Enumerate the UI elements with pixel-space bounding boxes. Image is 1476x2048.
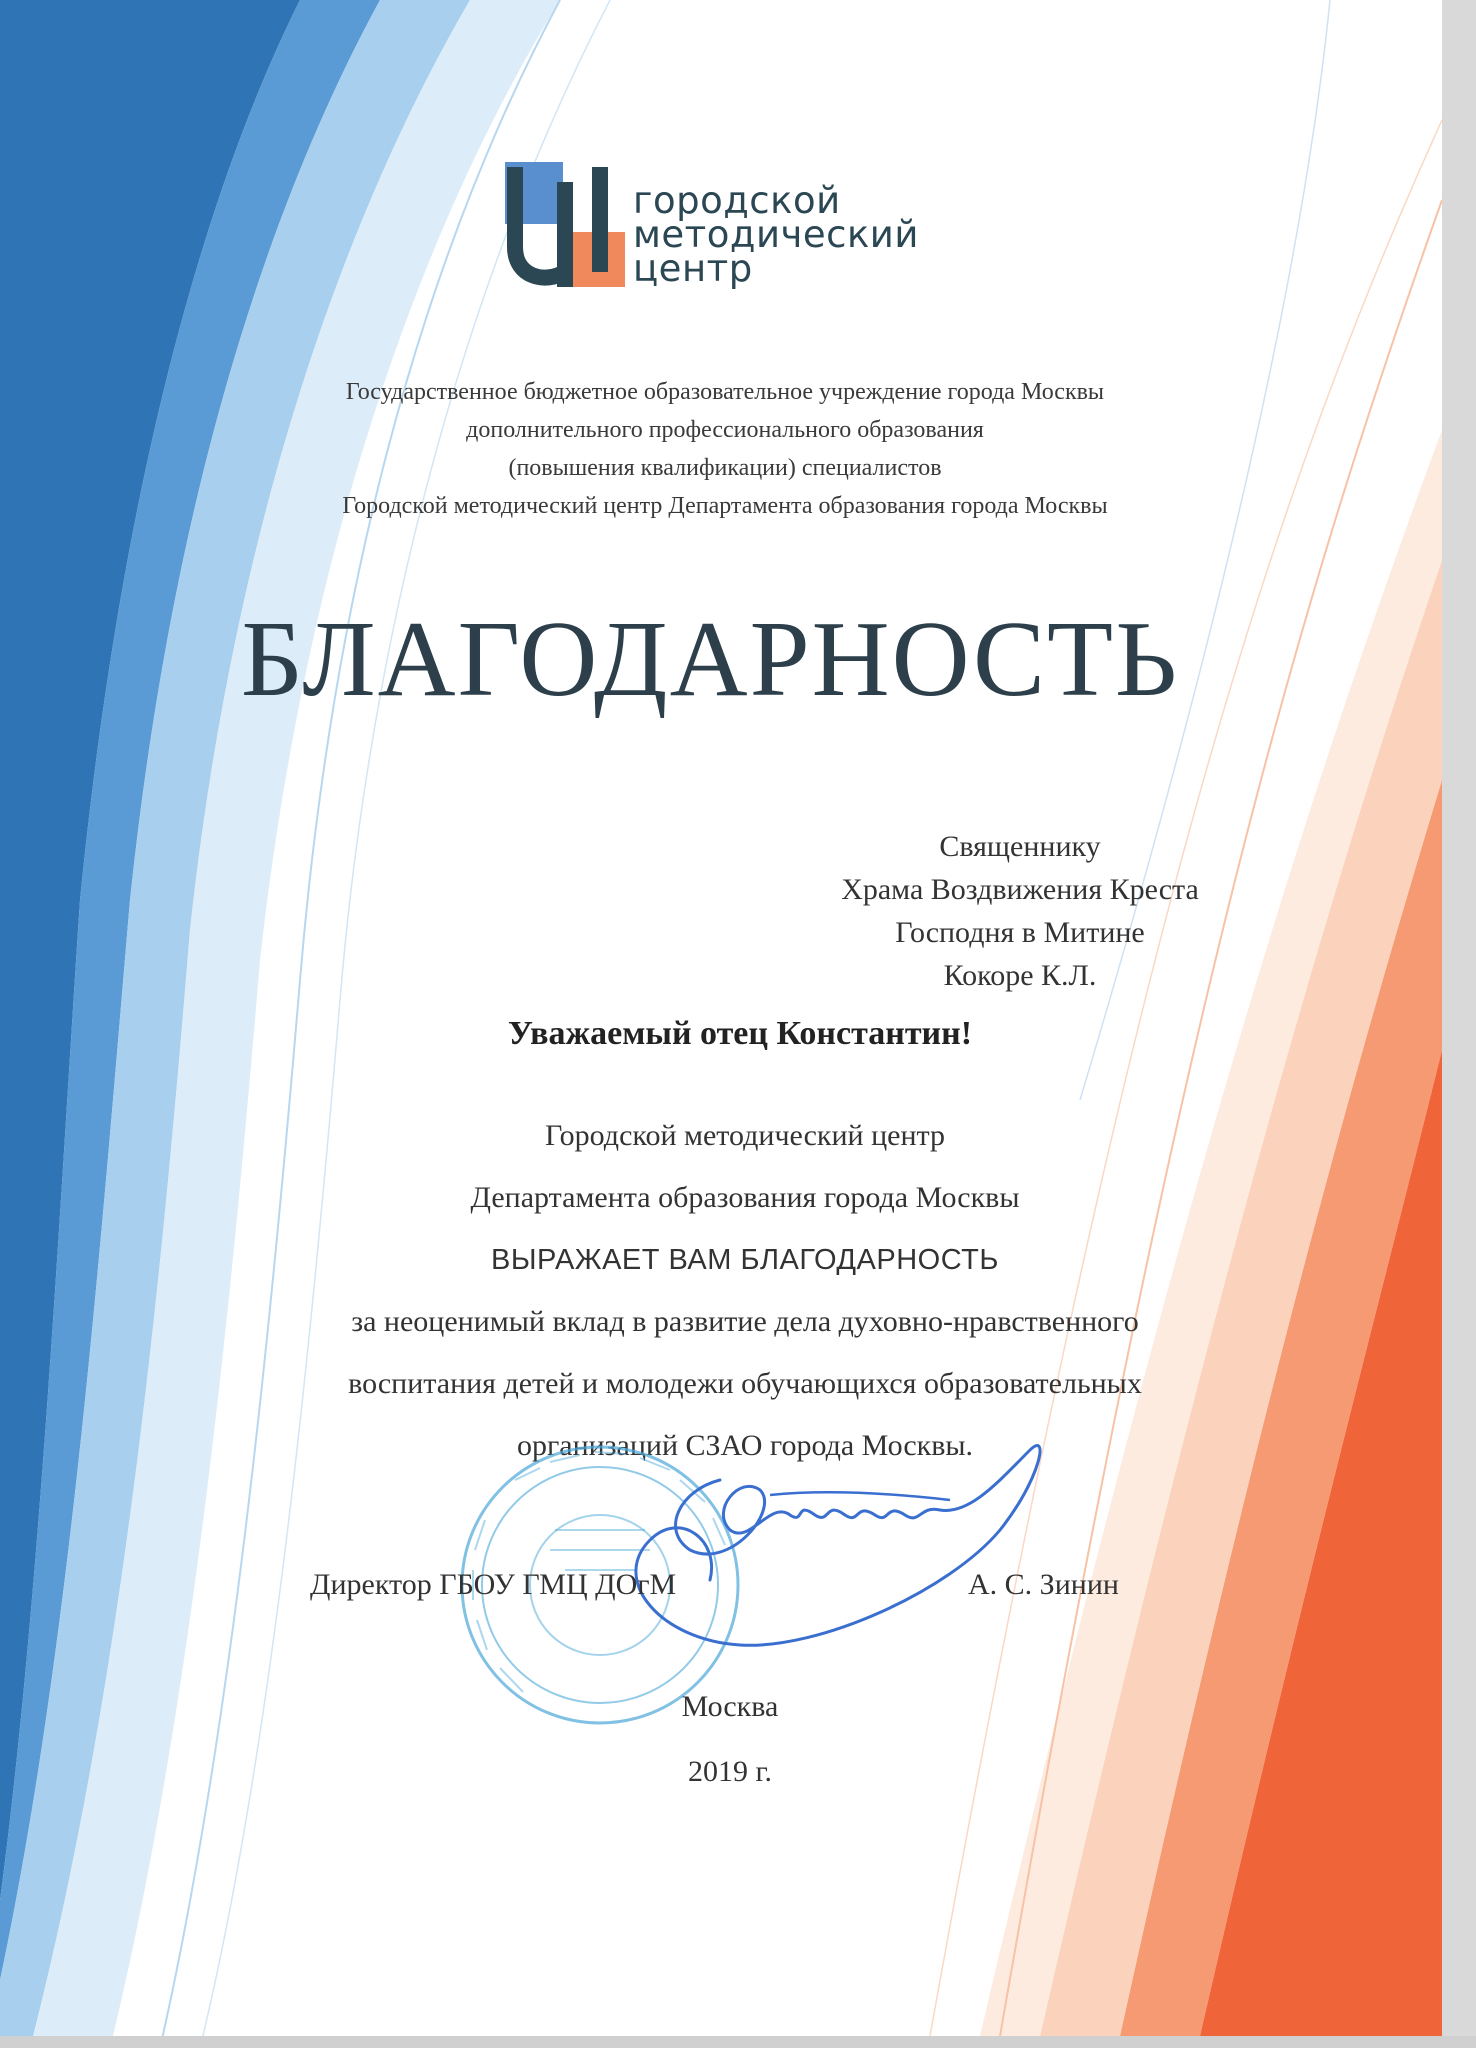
director-name: А. С. Зинин bbox=[968, 1568, 1119, 1601]
body-line-3: ВЫРАЖАЕТ ВАМ БЛАГОДАРНОСТЬ bbox=[491, 1244, 999, 1276]
gmc-logo bbox=[505, 162, 925, 292]
body-line-4: за неоценимый вклад в развитие дела духовно-нравственного bbox=[351, 1305, 1139, 1338]
logo-text bbox=[633, 179, 919, 290]
body-line-5: воспитания детей и молодежи обучающихся образовательных bbox=[348, 1367, 1142, 1400]
body-line-6: организаций СЗАО города Москвы. bbox=[516, 1429, 974, 1462]
logo-line-1: городской bbox=[633, 179, 841, 222]
addressee-block bbox=[760, 825, 1280, 997]
addressee-line-3: Господня в Митине bbox=[895, 916, 1145, 949]
addressee-line-4: Кокоре К.Л. bbox=[943, 959, 1097, 992]
org-line-1: Государственное бюджетное образовательное учреждение города Москвы bbox=[345, 379, 1105, 405]
director-position: Директор ГБОУ ГМЦ ДОгМ bbox=[310, 1568, 677, 1601]
organization-header bbox=[260, 373, 1190, 525]
scan-edge bbox=[1442, 0, 1476, 2048]
scan-bottom-edge bbox=[0, 2036, 1476, 2048]
place: Москва bbox=[681, 1690, 779, 1723]
salutation: Уважаемый отец Константин! bbox=[507, 1015, 973, 1052]
document-title: БЛАГОДАРНОСТЬ bbox=[241, 600, 1179, 719]
org-line-4: Городской методический центр Департамента образования города Москвы bbox=[342, 493, 1108, 519]
body-line-2: Департамента образования города Москвы bbox=[470, 1181, 1020, 1214]
org-line-3: (повышения квалификации) специалистов bbox=[508, 455, 942, 481]
logo-line-3: центр bbox=[633, 247, 753, 290]
year: 2019 г. bbox=[688, 1755, 772, 1788]
logo-line-2: методический bbox=[633, 213, 919, 256]
handwritten-signature bbox=[620, 1420, 1100, 1660]
logo-mark-icon bbox=[505, 162, 625, 287]
addressee-line-2: Храма Воздвижения Креста bbox=[841, 873, 1199, 906]
addressee-line-1: Священнику bbox=[939, 830, 1101, 863]
org-line-2: дополнительного профессионального образования bbox=[466, 417, 984, 443]
body-line-1: Городской методический центр bbox=[544, 1119, 946, 1152]
